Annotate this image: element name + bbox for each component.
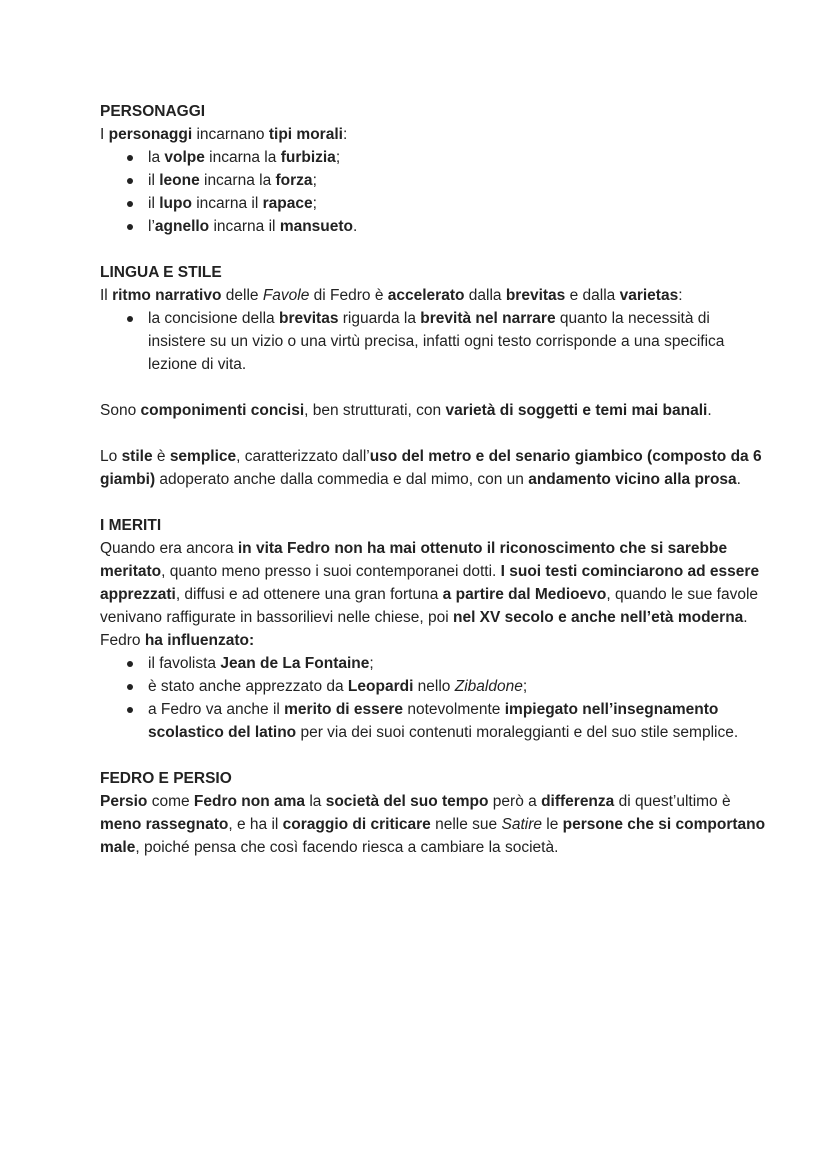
list-item: il favolista Jean de La Fontaine; [148,652,768,675]
section-heading: I MERITI [100,517,162,534]
list-item: la volpe incarna la furbizia; [148,146,768,169]
paragraph: Lo stile è semplice, caratterizzato dall’uso del metro e del senario giambico (composto da 6 giambi) adoperato anche dalla commedia e dal mimo, con un andamento vicino alla prosa. [100,448,762,488]
section-lingua-e-stile [100,261,768,491]
section-heading: FEDRO E PERSIO [100,770,232,787]
section-heading: LINGUA E STILE [100,264,222,281]
bullet-list [100,146,768,238]
list-item: l’agnello incarna il mansueto. [148,215,768,238]
bullet-list [100,307,768,376]
section-intro: I personaggi incarnano tipi morali: [100,126,348,143]
section-heading: PERSONAGGI [100,103,206,120]
list-item: la concisione della brevitas riguarda la brevità nel narrare quanto la necessità di insistere su un vizio o una virtù precisa, infatti ogni testo corrisponde a una specifica lezione di vita. [148,307,768,376]
section-fedro-e-persio [100,767,768,859]
paragraph: Sono componimenti concisi, ben strutturati, con varietà di soggetti e temi mai banali. [100,402,712,419]
list-item: è stato anche apprezzato da Leopardi nello Zibaldone; [148,675,768,698]
section-i-meriti [100,514,768,744]
section-intro: Persio come Fedro non ama la società del suo tempo però a differenza di quest’ultimo è meno rassegnato, e ha il coraggio di criticare nelle sue Satire le persone che si comportano male, poiché pensa che così facendo riesca a cambiare la società. [100,793,766,856]
list-item: a Fedro va anche il merito di essere notevolmente impiegato nell’insegnamento scolastico del latino per via dei suoi contenuti moraleggianti e del suo stile semplice. [148,698,768,744]
influence-line: Fedro ha influenzato: [100,632,255,649]
section-intro: Quando era ancora in vita Fedro non ha mai ottenuto il riconoscimento che si sarebbe meritato, quanto meno presso i suoi contemporanei dotti. I suoi testi cominciarono ad essere apprezzati, diffusi e ad ottenere una gran fortuna a partire dal Medioevo, quando le sue favole venivano raffigurate in bassorilievi nelle chiese, poi nel XV secolo e anche nell’età moderna. [100,540,760,626]
section-intro: Il ritmo narrativo delle Favole di Fedro è accelerato dalla brevitas e dalla varietas: [100,287,683,304]
list-item: il leone incarna la forza; [148,169,768,192]
bullet-list [100,652,768,744]
list-item: il lupo incarna il rapace; [148,192,768,215]
section-personaggi [100,100,768,238]
